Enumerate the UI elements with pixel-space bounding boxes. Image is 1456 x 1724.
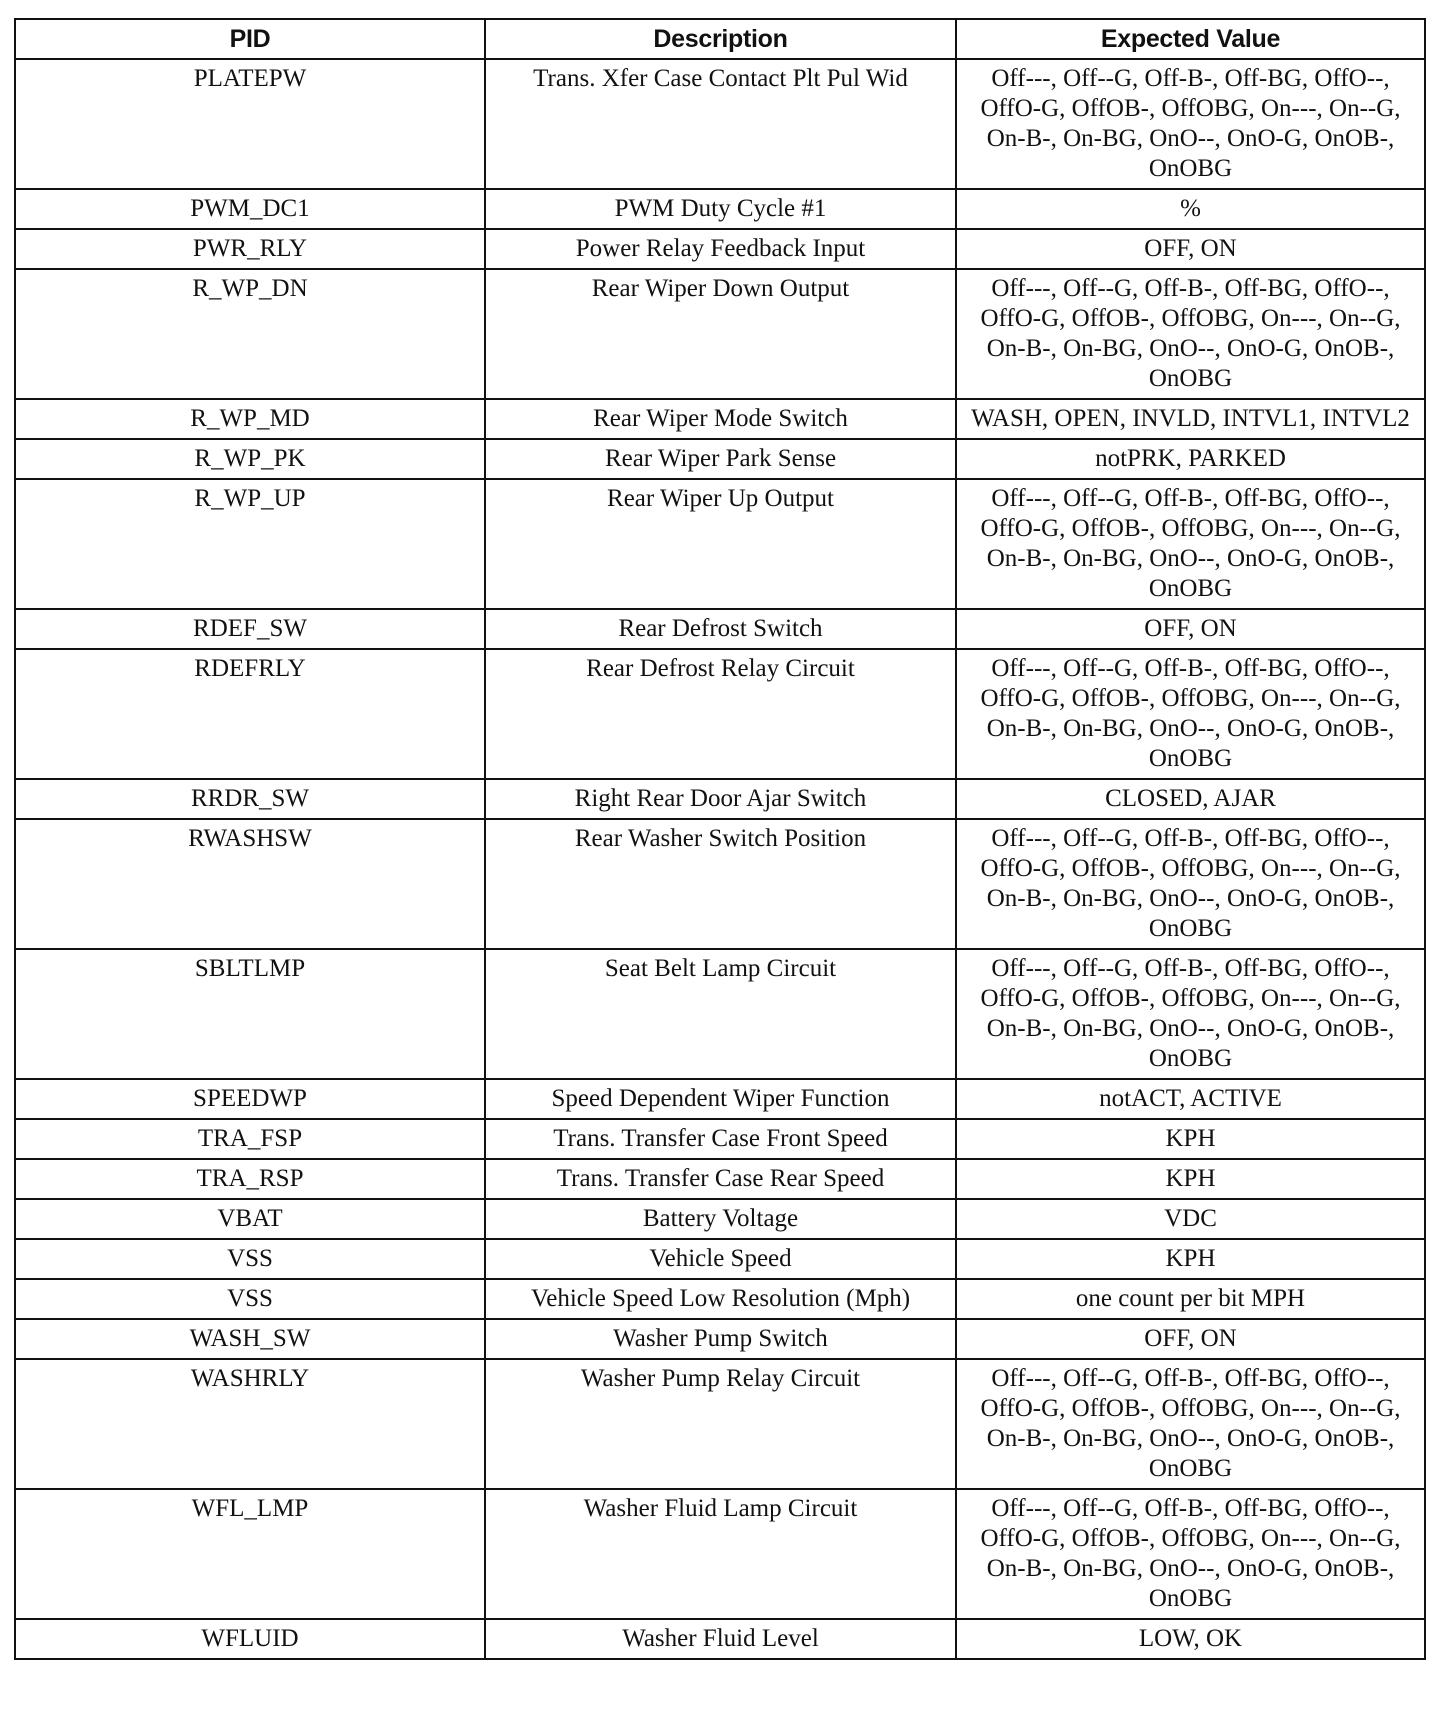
cell-description: Rear Washer Switch Position (485, 819, 956, 949)
cell-description: Rear Wiper Up Output (485, 479, 956, 609)
cell-expected-value: OFF, ON (956, 1319, 1425, 1359)
table-row (15, 229, 1425, 269)
cell-description: Vehicle Speed Low Resolution (Mph) (485, 1279, 956, 1319)
table-row (15, 1319, 1425, 1359)
cell-expected-value: OFF, ON (956, 609, 1425, 649)
cell-pid: SBLTLMP (15, 949, 485, 1079)
table-row (15, 479, 1425, 609)
table-row (15, 1119, 1425, 1159)
cell-pid: PWM_DC1 (15, 189, 485, 229)
cell-description: Battery Voltage (485, 1199, 956, 1239)
table-row (15, 399, 1425, 439)
table-row (15, 819, 1425, 949)
cell-description: Power Relay Feedback Input (485, 229, 956, 269)
table-row (15, 269, 1425, 399)
cell-pid: R_WP_UP (15, 479, 485, 609)
cell-expected-value: KPH (956, 1239, 1425, 1279)
cell-expected-value: % (956, 189, 1425, 229)
cell-expected-value: one count per bit MPH (956, 1279, 1425, 1319)
cell-pid: R_WP_MD (15, 399, 485, 439)
table-row (15, 439, 1425, 479)
cell-expected-value: OFF, ON (956, 229, 1425, 269)
cell-expected-value: KPH (956, 1159, 1425, 1199)
pid-table-page (14, 18, 1424, 1660)
cell-description: PWM Duty Cycle #1 (485, 189, 956, 229)
cell-pid: RDEFRLY (15, 649, 485, 779)
cell-pid: RRDR_SW (15, 779, 485, 819)
cell-pid: R_WP_PK (15, 439, 485, 479)
cell-description: Rear Wiper Park Sense (485, 439, 956, 479)
cell-pid: R_WP_DN (15, 269, 485, 399)
table-header-row (15, 19, 1425, 59)
table-row (15, 1359, 1425, 1489)
cell-description: Vehicle Speed (485, 1239, 956, 1279)
cell-expected-value: Off---, Off--G, Off-B-, Off-BG, OffO--, OffO-G, OffOB-, OffOBG, On---, On--G, On-B-, On-BG, OnO--, OnO-G, OnOB-, OnOBG (956, 479, 1425, 609)
cell-expected-value: Off---, Off--G, Off-B-, Off-BG, OffO--, OffO-G, OffOB-, OffOBG, On---, On--G, On-B-, On-BG, OnO--, OnO-G, OnOB-, OnOBG (956, 1489, 1425, 1619)
cell-expected-value: notACT, ACTIVE (956, 1079, 1425, 1119)
cell-expected-value: notPRK, PARKED (956, 439, 1425, 479)
cell-expected-value: Off---, Off--G, Off-B-, Off-BG, OffO--, OffO-G, OffOB-, OffOBG, On---, On--G, On-B-, On-BG, OnO--, OnO-G, OnOB-, OnOBG (956, 59, 1425, 189)
cell-description: Washer Pump Switch (485, 1319, 956, 1359)
table-body (15, 59, 1425, 1659)
cell-expected-value: Off---, Off--G, Off-B-, Off-BG, OffO--, OffO-G, OffOB-, OffOBG, On---, On--G, On-B-, On-BG, OnO--, OnO-G, OnOB-, OnOBG (956, 949, 1425, 1079)
table-row (15, 949, 1425, 1079)
cell-pid: PLATEPW (15, 59, 485, 189)
cell-description: Trans. Transfer Case Front Speed (485, 1119, 956, 1159)
cell-description: Right Rear Door Ajar Switch (485, 779, 956, 819)
header-pid: PID (15, 19, 485, 59)
table-row (15, 1159, 1425, 1199)
cell-expected-value: LOW, OK (956, 1619, 1425, 1659)
cell-pid: RWASHSW (15, 819, 485, 949)
cell-description: Washer Fluid Level (485, 1619, 956, 1659)
cell-description: Rear Wiper Mode Switch (485, 399, 956, 439)
cell-pid: WFLUID (15, 1619, 485, 1659)
table-row (15, 59, 1425, 189)
cell-description: Seat Belt Lamp Circuit (485, 949, 956, 1079)
header-description: Description (485, 19, 956, 59)
cell-expected-value: Off---, Off--G, Off-B-, Off-BG, OffO--, OffO-G, OffOB-, OffOBG, On---, On--G, On-B-, On-BG, OnO--, OnO-G, OnOB-, OnOBG (956, 269, 1425, 399)
table-row (15, 1279, 1425, 1319)
cell-expected-value: Off---, Off--G, Off-B-, Off-BG, OffO--, OffO-G, OffOB-, OffOBG, On---, On--G, On-B-, On-BG, OnO--, OnO-G, OnOB-, OnOBG (956, 1359, 1425, 1489)
cell-expected-value: Off---, Off--G, Off-B-, Off-BG, OffO--, OffO-G, OffOB-, OffOBG, On---, On--G, On-B-, On-BG, OnO--, OnO-G, OnOB-, OnOBG (956, 649, 1425, 779)
cell-description: Rear Defrost Switch (485, 609, 956, 649)
cell-pid: VSS (15, 1279, 485, 1319)
cell-pid: SPEEDWP (15, 1079, 485, 1119)
cell-expected-value: CLOSED, AJAR (956, 779, 1425, 819)
table-row (15, 189, 1425, 229)
cell-pid: TRA_RSP (15, 1159, 485, 1199)
cell-description: Washer Pump Relay Circuit (485, 1359, 956, 1489)
cell-pid: WASH_SW (15, 1319, 485, 1359)
pid-table (14, 18, 1426, 1660)
cell-expected-value: VDC (956, 1199, 1425, 1239)
table-row (15, 1079, 1425, 1119)
table-row (15, 779, 1425, 819)
table-row (15, 649, 1425, 779)
table-row (15, 1199, 1425, 1239)
table-row (15, 1489, 1425, 1619)
cell-description: Rear Wiper Down Output (485, 269, 956, 399)
cell-description: Washer Fluid Lamp Circuit (485, 1489, 956, 1619)
cell-description: Speed Dependent Wiper Function (485, 1079, 956, 1119)
cell-expected-value: KPH (956, 1119, 1425, 1159)
cell-description: Rear Defrost Relay Circuit (485, 649, 956, 779)
cell-pid: VBAT (15, 1199, 485, 1239)
cell-expected-value: WASH, OPEN, INVLD, INTVL1, INTVL2 (956, 399, 1425, 439)
cell-pid: RDEF_SW (15, 609, 485, 649)
header-expected-value: Expected Value (956, 19, 1425, 59)
cell-pid: WASHRLY (15, 1359, 485, 1489)
table-row (15, 1239, 1425, 1279)
cell-expected-value: Off---, Off--G, Off-B-, Off-BG, OffO--, OffO-G, OffOB-, OffOBG, On---, On--G, On-B-, On-BG, OnO--, OnO-G, OnOB-, OnOBG (956, 819, 1425, 949)
cell-description: Trans. Transfer Case Rear Speed (485, 1159, 956, 1199)
cell-description: Trans. Xfer Case Contact Plt Pul Wid (485, 59, 956, 189)
cell-pid: TRA_FSP (15, 1119, 485, 1159)
cell-pid: WFL_LMP (15, 1489, 485, 1619)
cell-pid: VSS (15, 1239, 485, 1279)
table-row (15, 1619, 1425, 1659)
cell-pid: PWR_RLY (15, 229, 485, 269)
table-row (15, 609, 1425, 649)
